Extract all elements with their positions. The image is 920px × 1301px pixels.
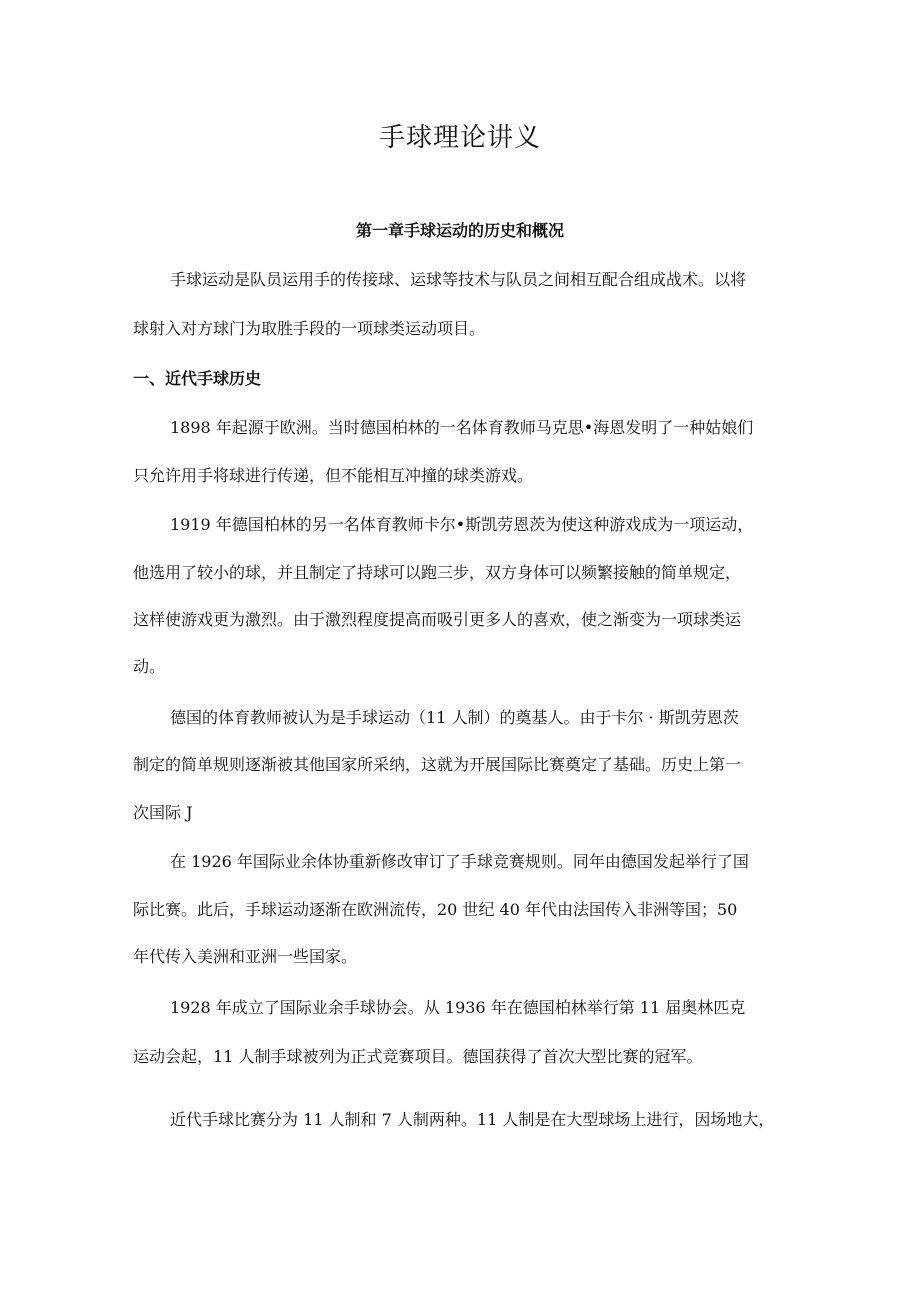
p3-line-2: 制定的简单规则逐渐被其他国家所采纳，这就为开展国际比赛奠定了基础。历史上第一 bbox=[133, 755, 742, 774]
p4-line-1: 在 1926 年国际业余体协重新修改审订了手球竞赛规则。同年由德国发起举行了国 bbox=[170, 852, 749, 871]
p5-line-2: 运动会起，11 人制手球被列为正式竞赛项目。德国获得了首次大型比赛的冠军。 bbox=[133, 1047, 703, 1066]
p3-line-1: 德国的体育教师被认为是手球运动（11 人制）的奠基人。由于卡尔 · 斯凯劳恩茨 bbox=[170, 708, 739, 727]
intro-line-2: 球射入对方球门为取胜手段的一项球类运动项目。 bbox=[133, 319, 486, 338]
document-title: 手球理论讲义 bbox=[378, 123, 541, 153]
p2-line-1: 1919 年德国柏林的另一名体育教师卡尔•斯凯劳恩茨为使这种游戏成为一项运动， bbox=[170, 515, 754, 534]
p1-line-1: 1898 年起源于欧洲。当时德国柏林的一名体育教师马克思•海恩发明了一种姑娘们 bbox=[170, 418, 754, 437]
p2-line-4: 动。 bbox=[133, 657, 166, 676]
p3-line-3: 次国际 J bbox=[133, 803, 193, 822]
chapter-title: 第一章手球运动的历史和概况 bbox=[355, 221, 564, 240]
p4-line-3: 年代传入美洲和亚洲一些国家。 bbox=[133, 947, 358, 966]
p2-line-2: 他选用了较小的球，并且制定了持球可以跑三步，双方身体可以频繁接触的简单规定， bbox=[133, 563, 742, 582]
p2-line-3: 这样使游戏更为激烈。由于激烈程度提高而吸引更多人的喜欢，使之渐变为一项球类运 bbox=[133, 610, 742, 629]
p5-line-1: 1928 年成立了国际业余手球协会。从 1936 年在德国柏林举行第 11 届奥林匹克 bbox=[170, 998, 746, 1017]
p1-line-2: 只允许用手将球进行传递，但不能相互冲撞的球类游戏。 bbox=[133, 466, 534, 485]
section-heading: 一、近代手球历史 bbox=[133, 369, 262, 388]
p6-line-1: 近代手球比赛分为 11 人制和 7 人制两种。11 人制是在大型球场上进行，因场地大， bbox=[170, 1110, 775, 1129]
intro-line-1: 手球运动是队员运用手的传接球、运球等技术与队员之间相互配合组成战术。以将 bbox=[170, 270, 747, 289]
p4-line-2: 际比赛。此后，手球运动逐渐在欧洲流传，20 世纪 40 年代由法国传入非洲等国；50 bbox=[133, 900, 738, 919]
